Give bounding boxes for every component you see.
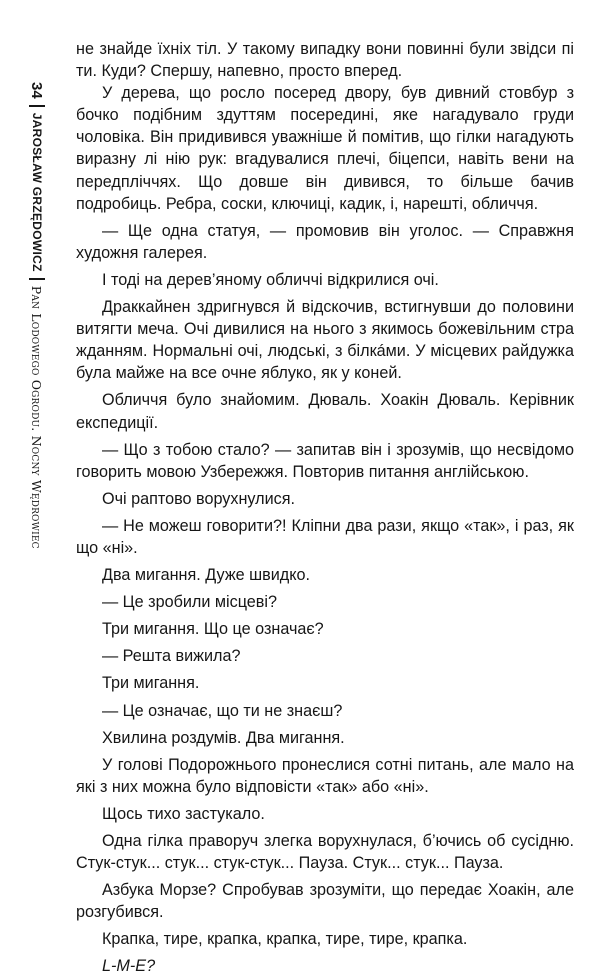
paragraph: І тоді на дерев’яному обличчі відкрилися очі. (102, 270, 439, 289)
running-head (26, 82, 48, 622)
paragraph: — Не можеш говорити?! Кліпни два рази, якщо «так», і раз, як що «ні». (76, 516, 574, 557)
paragraph: Три мигання. Що це означає? (102, 620, 324, 639)
paragraph: Азбука Морзе? Спробував зрозуміти, що передає Хоакін, але розгубився. (76, 881, 574, 922)
paragraph: не знайде їхніх тіл. У такому випадку вони повинні були звідси пі ти. Куди? Спершу, напевно, просто вперед. (76, 40, 574, 81)
paragraph: Одна гілка праворуч злегка ворухнулася, б’ючись об сусідню. Стук-стук... стук... стук-стук... Пауза. Стук... стук... Пауза. (76, 832, 574, 873)
paragraph: У голові Подорожнього пронеслися сотні питань, але мало на які з них можна було відповісти «так» або «ні». (76, 755, 574, 796)
separator-bar (29, 105, 45, 107)
paragraph: — Це означає, що ти не знаєш? (102, 701, 343, 720)
paragraph: Крапка, тире, крапка, крапка, тире, тире, крапка. (102, 930, 468, 949)
paragraph: — Це зробили місцеві? (102, 593, 277, 612)
paragraph: Хвилина роздумів. Два мигання. (102, 728, 345, 747)
book-author: JAROSŁAW GRZĘDOWICZ (30, 112, 44, 272)
paragraph: Очі раптово ворухнулися. (102, 489, 295, 508)
paragraph-italic: L-M-E? (102, 957, 156, 976)
body-text (76, 38, 574, 978)
paragraph: — Ще одна статуя, — промовив він уголос. — Справжня художня галерея. (76, 221, 574, 262)
paragraph: Щось тихо застукало. (102, 804, 265, 823)
paragraph: Драккайнен здригнувся й відскочив, встигнувши до половини витягти меча. Очі дивилися на нього з якимось божевільним стра жданням. Нормальні очі, людські, з білкáми. У місцевих райдужка була майже на все очне яблуко, як у коней. (76, 298, 574, 383)
paragraph: У дерева, що росло посеред двору, був дивний стовбур з бочко подібним здуттям посередині, яке нагадувало груди чоловіка. Він придивився уважніше й помітив, що гілки нагадують виразну лі нію рук: вгадувалися плечі, біцепси, навіть вени на передпліччях. Що довше він дивився, то більше бачив подробиць. Ребра, соски, ключиці, кадик, і, нарешті, обличчя. (76, 84, 574, 213)
book-title: Pan Lodowego Ogrodu. Nocny Wędrowiec (29, 285, 45, 549)
page-number: 34 (28, 82, 46, 99)
paragraph: — Решта вижила? (102, 647, 241, 666)
paragraph: Два мигання. Дуже швидко. (102, 566, 311, 585)
paragraph: Три мигання. (102, 674, 200, 693)
separator-bar (29, 278, 45, 280)
paragraph: Обличчя було знайомим. Дюваль. Хоакін Дюваль. Керівник експедиції. (76, 391, 574, 432)
paragraph: — Що з тобою стало? — запитав він і зрозумів, що несвідомо говорить мовою Узбережжя. Повторив питання англійською. (76, 440, 574, 481)
